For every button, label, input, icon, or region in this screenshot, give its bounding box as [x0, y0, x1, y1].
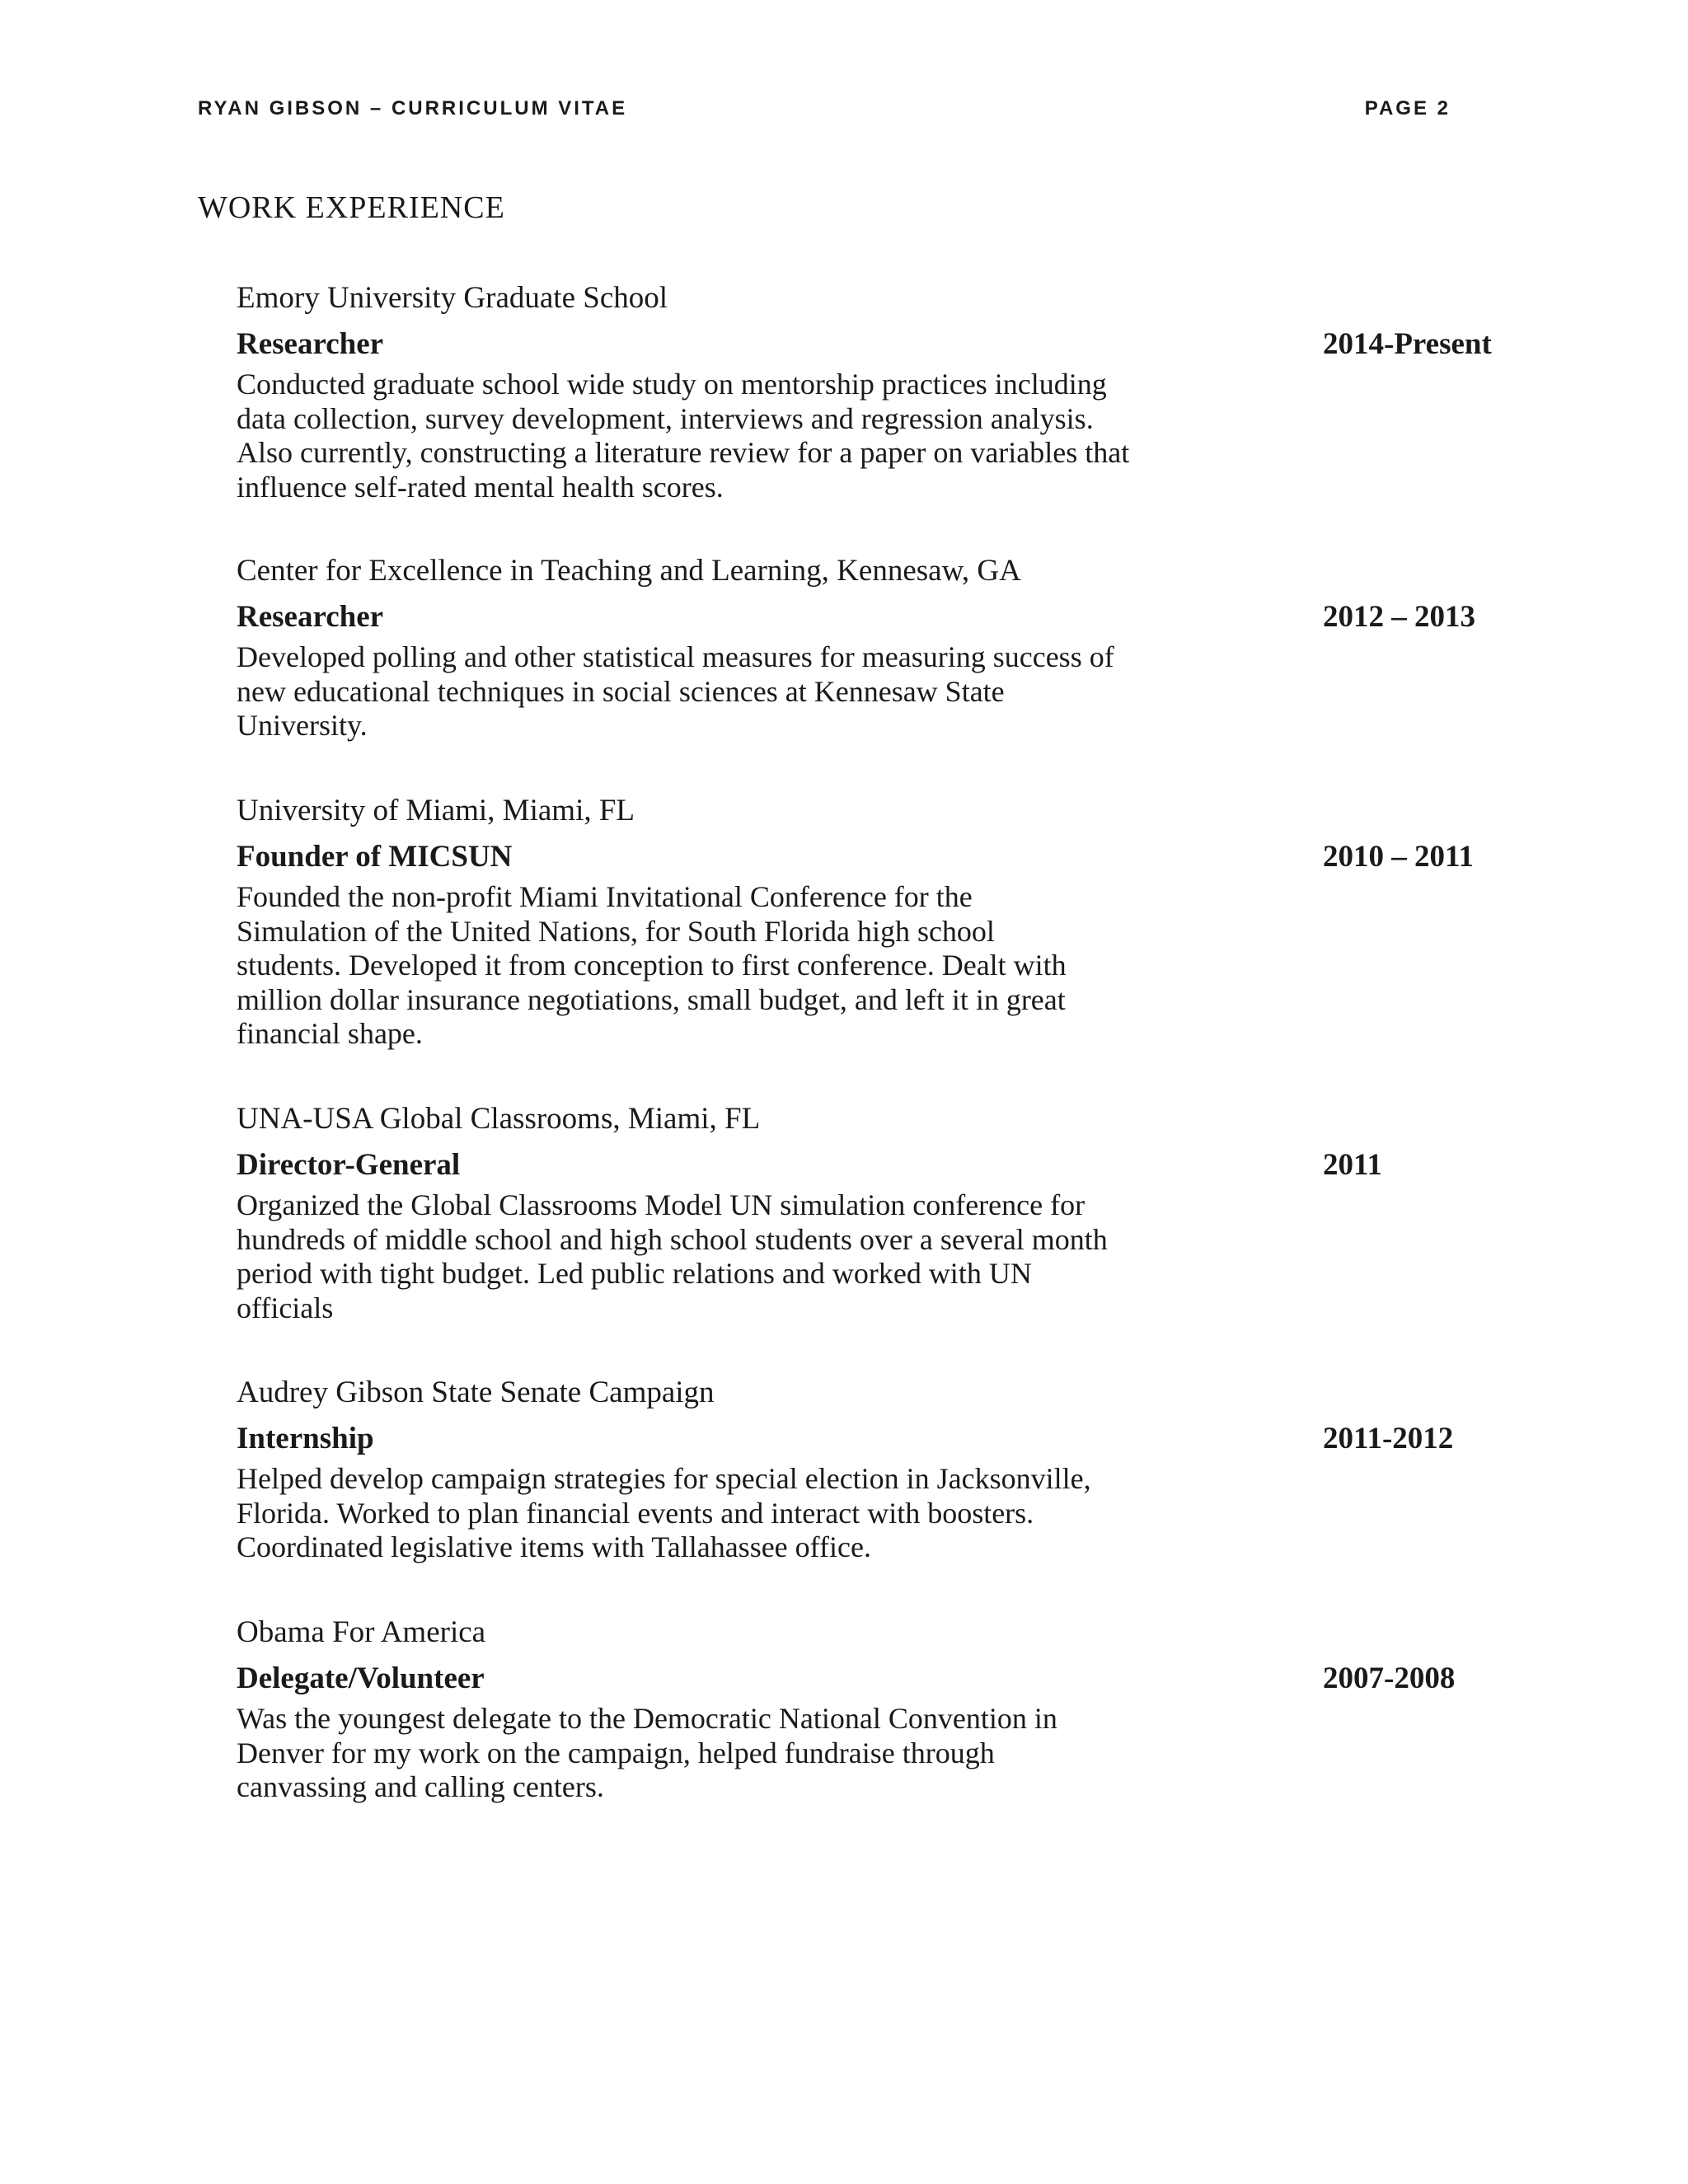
entry-organization: Center for Excellence in Teaching and Learning, Kennesaw, GA	[237, 554, 1021, 588]
description-line: Developed polling and other statistical measures for measuring success of	[237, 640, 1114, 673]
running-header	[198, 97, 1451, 130]
experience-entry	[237, 1375, 1489, 1565]
description-line: million dollar insurance negotiations, small budget, and left it in great	[237, 982, 1066, 1016]
entry-role-row	[237, 1147, 1489, 1183]
experience-entry	[237, 1101, 1489, 1325]
entry-role-row	[237, 839, 1489, 875]
description-line: influence self-rated mental health scores.	[237, 470, 724, 504]
entry-organization: UNA-USA Global Classrooms, Miami, FL	[237, 1102, 761, 1136]
entry-description	[237, 1702, 1160, 1805]
description-line: Organized the Global Classrooms Model UN simulation conference for	[237, 1188, 1085, 1221]
description-line: Founded the non-profit Miami Invitational Conference for the	[237, 880, 973, 913]
entry-dates: 2010 – 2011	[1323, 840, 1474, 874]
entry-role: Director-General	[237, 1148, 461, 1182]
entry-role: Internship	[237, 1422, 374, 1455]
description-line: financial shape.	[237, 1017, 423, 1050]
entry-description	[237, 640, 1160, 743]
experience-entry	[237, 793, 1489, 1052]
entry-dates: 2011	[1323, 1148, 1382, 1182]
entry-role: Delegate/Volunteer	[237, 1661, 485, 1695]
experience-entry	[237, 280, 1492, 504]
description-line: hundreds of middle school and high school students over a several month	[237, 1222, 1108, 1256]
description-line: new educational techniques in social sciences at Kennesaw State	[237, 674, 1005, 708]
entry-role: Researcher	[237, 327, 384, 361]
description-line: Coordinated legislative items with Tallahassee office.	[237, 1530, 871, 1563]
description-line: data collection, survey development, interviews and regression analysis.	[237, 401, 1094, 435]
entry-role: Founder of MICSUN	[237, 840, 513, 874]
experience-entry	[237, 1615, 1489, 1805]
entry-description	[237, 1188, 1160, 1325]
entry-role-row	[237, 599, 1489, 635]
entry-organization: Audrey Gibson State Senate Campaign	[237, 1376, 715, 1409]
description-line: canvassing and calling centers.	[237, 1770, 604, 1803]
experience-entry	[237, 553, 1489, 743]
description-line: officials	[237, 1291, 334, 1324]
description-line: Also currently, constructing a literature review for a paper on variables that	[237, 436, 1130, 469]
description-line: University.	[237, 709, 368, 742]
entry-dates: 2014-Present	[1323, 327, 1492, 361]
header-title: RYAN GIBSON – CURRICULUM VITAE	[198, 97, 628, 120]
entry-dates: 2007-2008	[1323, 1661, 1456, 1695]
description-line: Denver for my work on the campaign, helped fundraise through	[237, 1736, 995, 1769]
entry-description	[237, 1462, 1160, 1565]
description-line: Conducted graduate school wide study on mentorship practices including	[237, 368, 1107, 401]
entry-description	[237, 368, 1160, 504]
description-line: Helped develop campaign strategies for special election in Jacksonville,	[237, 1462, 1091, 1495]
entry-role-row	[237, 1661, 1489, 1697]
description-line: period with tight budget. Led public relations and worked with UN	[237, 1257, 1032, 1290]
entry-dates: 2012 – 2013	[1323, 600, 1475, 634]
page-number: PAGE 2	[1364, 97, 1451, 120]
entry-organization: Emory University Graduate School	[237, 281, 668, 315]
entry-organization: Obama For America	[237, 1615, 486, 1649]
description-line: Simulation of the United Nations, for South Florida high school	[237, 914, 995, 948]
entry-role-row	[237, 1421, 1489, 1457]
entry-role-row	[237, 326, 1492, 363]
description-line: students. Developed it from conception to first conference. Dealt with	[237, 949, 1067, 982]
description-line: Florida. Worked to plan financial events and interact with boosters.	[237, 1496, 1034, 1530]
entry-role: Researcher	[237, 600, 384, 634]
entry-organization: University of Miami, Miami, FL	[237, 794, 635, 827]
description-line: Was the youngest delegate to the Democratic National Convention in	[237, 1702, 1057, 1735]
section-title: WORK EXPERIENCE	[198, 190, 505, 225]
entry-description	[237, 880, 1160, 1052]
entry-dates: 2011-2012	[1323, 1422, 1454, 1455]
